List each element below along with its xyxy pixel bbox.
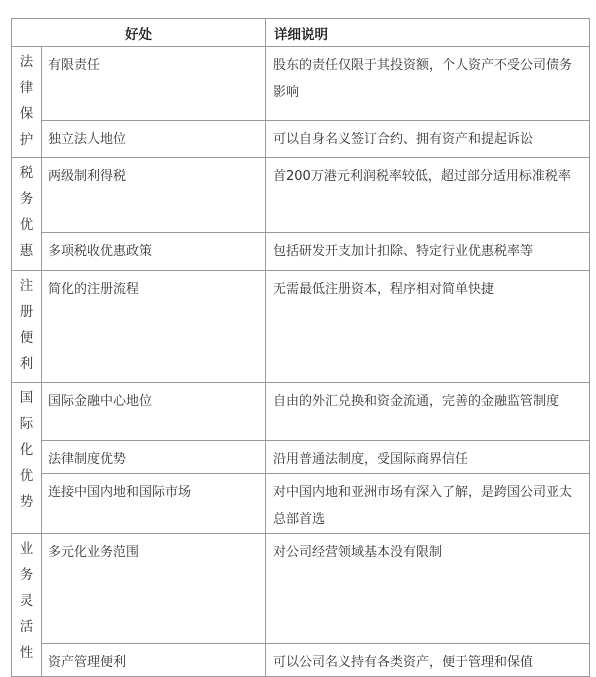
detail-cell: 首200万港元利润税率较低，超过部分适用标准税率 (266, 158, 590, 233)
benefit-cell: 独立法人地位 (42, 121, 266, 158)
category-cell (12, 158, 42, 271)
category-char: 势 (19, 494, 34, 510)
category-char: 注 (19, 278, 34, 294)
benefit-cell: 国际金融中心地位 (42, 383, 266, 441)
table-row (12, 271, 590, 383)
category-cell (12, 47, 42, 158)
detail-cell: 对中国内地和亚洲市场有深入了解，是跨国公司亚太总部首选 (266, 474, 590, 534)
detail-cell: 包括研发开支加计扣除、特定行业优惠税率等 (266, 233, 590, 271)
category-cell (12, 534, 42, 677)
table-row (12, 383, 590, 441)
header-detail: 详细说明 (266, 19, 590, 47)
category-cell (12, 271, 42, 383)
table-row (12, 47, 590, 121)
benefits-table (11, 18, 590, 677)
category-char: 律 (19, 80, 34, 96)
benefit-cell: 有限责任 (42, 47, 266, 121)
benefit-cell: 多元化业务范围 (42, 534, 266, 644)
category-char: 护 (19, 132, 34, 148)
category-cell (12, 383, 42, 534)
category-char: 惠 (19, 243, 34, 259)
category-char: 税 (19, 165, 34, 181)
category-char: 活 (19, 619, 34, 635)
table-row (12, 644, 590, 677)
category-char: 灵 (19, 593, 34, 609)
benefit-cell: 多项税收优惠政策 (42, 233, 266, 271)
benefit-cell: 法律制度优势 (42, 441, 266, 474)
detail-cell: 沿用普通法制度，受国际商界信任 (266, 441, 590, 474)
detail-cell: 自由的外汇兑换和资金流通，完善的金融监管制度 (266, 383, 590, 441)
category-char: 册 (19, 304, 34, 320)
category-char: 优 (19, 217, 34, 233)
table-body (12, 47, 590, 677)
benefit-cell: 两级制利得税 (42, 158, 266, 233)
category-char: 性 (19, 645, 34, 661)
table-header (12, 19, 590, 47)
category-char: 业 (19, 541, 34, 557)
benefit-cell: 资产管理便利 (42, 644, 266, 677)
header-benefit: 好处 (12, 19, 266, 47)
detail-cell: 可以自身名义签订合约、拥有资产和提起诉讼 (266, 121, 590, 158)
detail-cell: 可以公司名义持有各类资产，便于管理和保值 (266, 644, 590, 677)
table-row (12, 534, 590, 644)
detail-cell: 股东的责任仅限于其投资额，个人资产不受公司债务影响 (266, 47, 590, 121)
benefit-cell: 连接中国内地和国际市场 (42, 474, 266, 534)
header-row (12, 19, 590, 47)
category-char: 务 (19, 567, 34, 583)
category-char: 际 (19, 416, 34, 432)
table-row (12, 158, 590, 233)
table-row (12, 441, 590, 474)
category-char: 利 (19, 356, 34, 372)
category-char: 法 (19, 54, 34, 70)
category-char: 国 (19, 390, 34, 406)
detail-cell: 对公司经营领域基本没有限制 (266, 534, 590, 644)
table-row (12, 233, 590, 271)
category-char: 保 (19, 106, 34, 122)
detail-cell: 无需最低注册资本，程序相对简单快捷 (266, 271, 590, 383)
benefit-cell: 简化的注册流程 (42, 271, 266, 383)
category-char: 务 (19, 191, 34, 207)
category-char: 便 (19, 330, 34, 346)
category-char: 化 (19, 442, 34, 458)
category-char: 优 (19, 468, 34, 484)
table-row (12, 474, 590, 534)
table-row (12, 121, 590, 158)
